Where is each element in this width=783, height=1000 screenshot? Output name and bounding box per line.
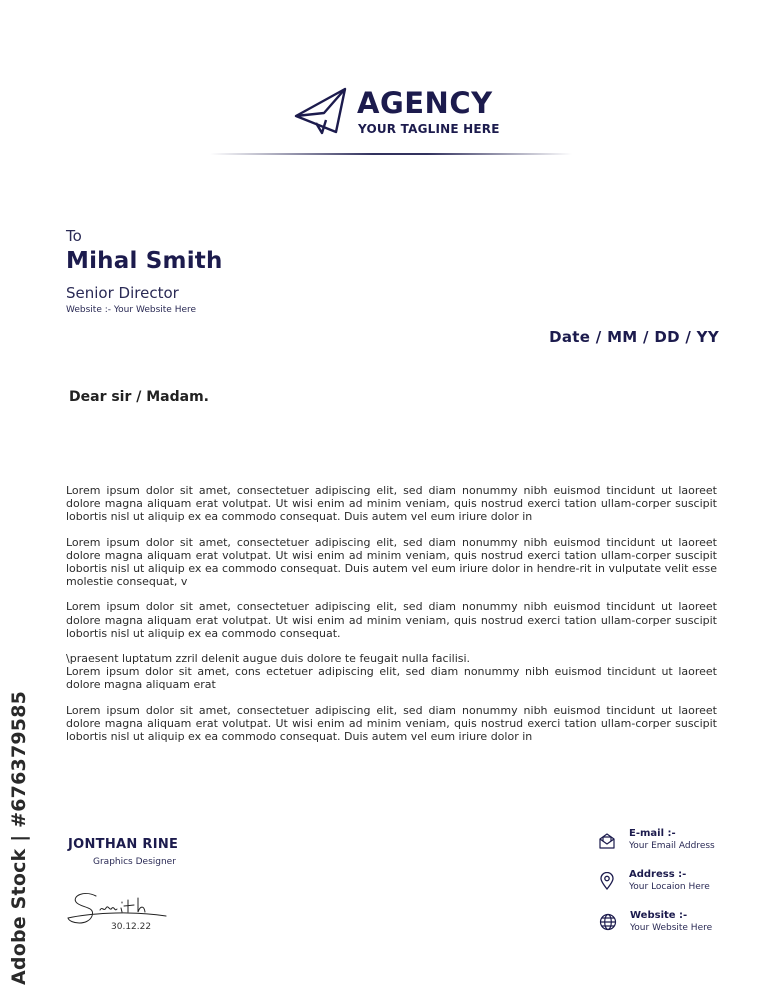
body-paragraph: Lorem ipsum dolor sit amet, cons ectetuer adipiscing elit, sed diam nonummy nibh euismod tincidunt ut laoreet dolore magna aliquam erat (66, 665, 717, 692)
email-label: E-mail :- (629, 828, 676, 839)
body-paragraph: \praesent luptatum zzril delenit augue duis dolore te feugait nulla facilisi. (66, 652, 471, 666)
salutation: Dear sir / Madam. (69, 389, 209, 405)
address-label: Address :- (629, 869, 687, 880)
body-paragraph: Lorem ipsum dolor sit amet, consectetuer adipiscing elit, sed diam nonummy nibh euismod tincidunt ut laoreet dolore magna aliquam erat volutpat. Ut wisi enim ad minim veniam, quis nostrud exerci tation ullam-corper suscipit lobortis nisl ut aliquip ex ea commodo consequat. Duis autem vel eum iriure dolor in (66, 484, 717, 524)
body-paragraph: Lorem ipsum dolor sit amet, consectetuer adipiscing elit, sed diam nonummy nibh euismod tincidunt ut laoreet dolore magna aliquam erat volutpat. Ut wisi enim ad minim veniam, quis nostrud exerci tation ullam-corper suscipit lobortis nisl ut aliquip ex ea commodo consequat. Duis autem vel eum iriure dolor in (66, 703, 717, 744)
body-paragraph: Lorem ipsum dolor sit amet, consectetuer adipiscing elit, sed diam nonummy nibh euismod tincidunt ut laoreet dolore magna aliquam erat volutpat. Ut wisi enim ad minim veniam, quis nostrud exerci tation ullam-corper suscipit lobortis nisl ut aliquip ex ea commodo consequat. (66, 600, 717, 640)
recipient-website: Website :- Your Website Here (66, 305, 197, 315)
signer-name: JONTHAN RINE (68, 837, 179, 852)
address-value: Your Locaion Here (629, 882, 710, 892)
signature-date: 30.12.22 (111, 922, 152, 932)
recipient-title: Senior Director (66, 284, 179, 302)
to-label: To (66, 227, 82, 245)
paper-plane-icon (294, 86, 348, 136)
recipient-name: Mihal Smith (66, 248, 223, 274)
letter-date: Date / MM / DD / YY (549, 328, 719, 346)
globe-icon (599, 913, 617, 931)
email-value: Your Email Address (629, 841, 715, 851)
website-value: Your Website Here (630, 923, 713, 933)
map-pin-icon (598, 872, 616, 890)
body-paragraph: Lorem ipsum dolor sit amet, consectetuer adipiscing elit, sed diam nonummy nibh euismod tincidunt ut laoreet dolore magna aliquam erat volutpat. Ut wisi enim ad minim veniam, quis nostrud exerci tation ullam-corper suscipit lobortis nisl ut aliquip ex ea commodo consequat. Duis autem vel eum iriure dolor in hendre-rit in vulputate velit esse molestie consequat, v (66, 535, 717, 589)
brand-name: AGENCY (357, 86, 493, 120)
stock-id-watermark: Adobe Stock | #676379585 (8, 690, 30, 985)
envelope-icon (598, 832, 616, 850)
signer-role: Graphics Designer (93, 857, 176, 867)
letter-body (66, 484, 717, 755)
website-label: Website :- (630, 910, 688, 921)
brand-tagline: YOUR TAGLINE HERE (358, 122, 500, 136)
header-divider (210, 153, 572, 155)
